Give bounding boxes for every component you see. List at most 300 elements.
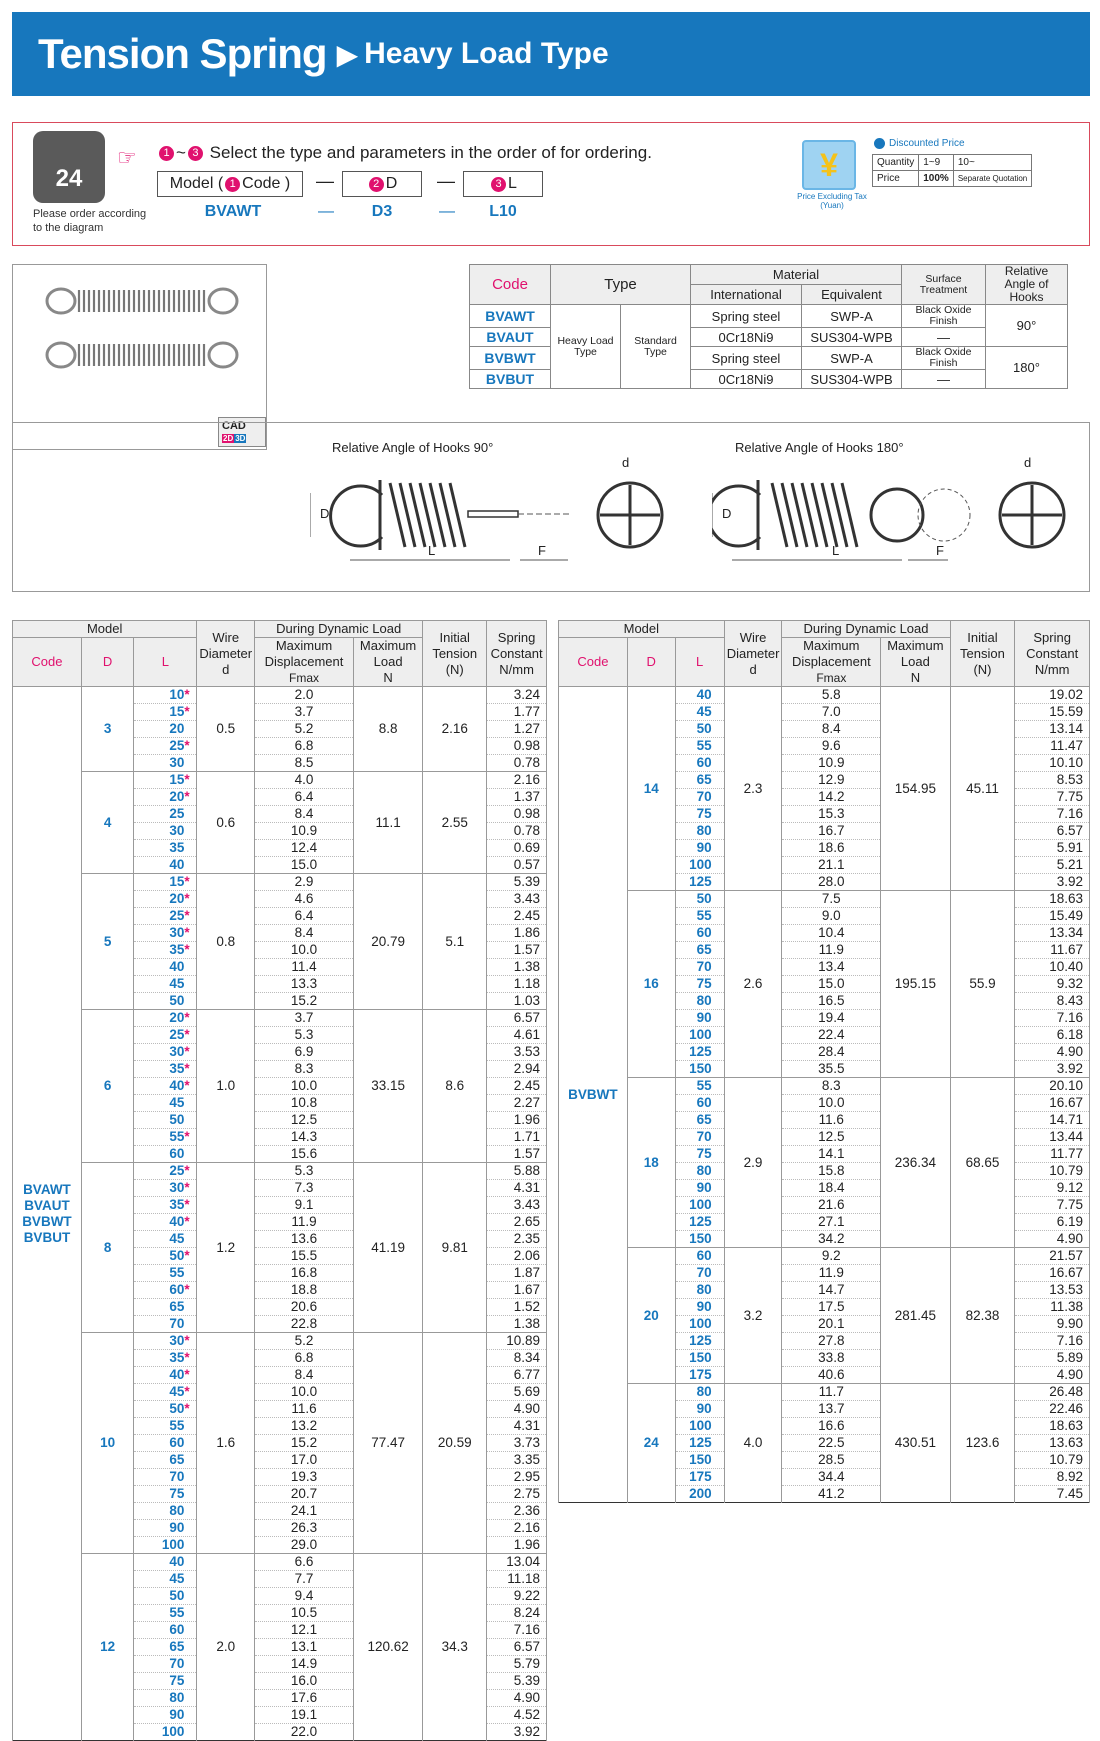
constant-cell: 10.89 bbox=[487, 1333, 547, 1350]
constant-cell: 11.38 bbox=[1015, 1299, 1090, 1316]
code-line: BVAWT bbox=[23, 1181, 71, 1197]
constant-cell: 6.18 bbox=[1015, 1027, 1090, 1044]
l-value: 15 bbox=[169, 704, 185, 719]
tension-cell: 2.55 bbox=[423, 772, 487, 874]
step-tilde: ~ bbox=[176, 143, 186, 162]
constant-cell: 4.90 bbox=[487, 1690, 547, 1707]
fmax-cell: 27.8 bbox=[782, 1333, 881, 1350]
constant-cell: 11.67 bbox=[1015, 942, 1090, 959]
l-value: 25 bbox=[169, 908, 185, 923]
constant-cell: 22.46 bbox=[1015, 1401, 1090, 1418]
l-cell bbox=[134, 1520, 197, 1537]
l-value: 10 bbox=[169, 687, 185, 702]
fmax-cell: 18.6 bbox=[782, 840, 881, 857]
col-tension-label: Initial Tension bbox=[960, 629, 1005, 661]
constant-cell: 1.77 bbox=[487, 704, 547, 721]
fmax-cell: 15.2 bbox=[255, 1435, 354, 1452]
constant-cell: 20.10 bbox=[1015, 1078, 1090, 1095]
box-label: Model ( bbox=[169, 175, 224, 192]
l-value: 150 bbox=[689, 1350, 712, 1365]
constant-cell: 5.89 bbox=[1015, 1350, 1090, 1367]
wire-cell: 0.5 bbox=[197, 687, 255, 772]
l-cell bbox=[675, 687, 724, 704]
fmax-cell: 13.3 bbox=[255, 976, 354, 993]
load-cell: 430.51 bbox=[881, 1384, 950, 1503]
wire-cell: 0.6 bbox=[197, 772, 255, 874]
fmax-cell: 18.4 bbox=[782, 1180, 881, 1197]
page-title: Tension Spring bbox=[38, 30, 327, 77]
l-cell bbox=[675, 1197, 724, 1214]
fmax-cell: 12.4 bbox=[255, 840, 354, 857]
fmax-cell: 5.2 bbox=[255, 1333, 354, 1350]
l-value: 20 bbox=[169, 891, 185, 906]
fmax-cell: 8.4 bbox=[255, 806, 354, 823]
l-cell bbox=[675, 1384, 724, 1401]
fmax-cell: 14.7 bbox=[782, 1282, 881, 1299]
l-value: 90 bbox=[169, 1707, 185, 1722]
l-cell bbox=[134, 1367, 197, 1384]
col-maxload bbox=[881, 638, 950, 687]
l-value: 55 bbox=[169, 1605, 185, 1620]
d-cell: 3 bbox=[81, 687, 133, 772]
l-value: 45 bbox=[169, 1571, 185, 1586]
fmax-cell: 13.6 bbox=[255, 1231, 354, 1248]
l-value: 35 bbox=[169, 1061, 185, 1076]
l-value: 60 bbox=[696, 1095, 712, 1110]
l-value: 90 bbox=[696, 1401, 712, 1416]
constant-cell: 10.10 bbox=[1015, 755, 1090, 772]
constant-cell: 4.52 bbox=[487, 1707, 547, 1724]
l-value: 45 bbox=[169, 1095, 185, 1110]
constant-cell: 5.69 bbox=[487, 1384, 547, 1401]
col-tension-label: Initial Tension bbox=[432, 629, 478, 661]
l-cell bbox=[134, 1673, 197, 1690]
l-cell bbox=[675, 1350, 724, 1367]
l-value: 40 bbox=[696, 687, 712, 702]
l-value: 60 bbox=[169, 1282, 185, 1297]
l-cell bbox=[134, 1537, 197, 1554]
dim-wire: d bbox=[1024, 455, 1032, 470]
constant-cell: 8.24 bbox=[487, 1605, 547, 1622]
star-mark: * bbox=[184, 1010, 190, 1025]
l-cell bbox=[134, 1299, 197, 1316]
l-cell bbox=[675, 908, 724, 925]
type-cell: Standard Type bbox=[621, 305, 691, 389]
tension-cell: 8.6 bbox=[423, 1010, 487, 1163]
l-cell bbox=[675, 1095, 724, 1112]
constant-cell: 11.77 bbox=[1015, 1146, 1090, 1163]
constant-cell: 2.94 bbox=[487, 1061, 547, 1078]
constant-cell: 1.86 bbox=[487, 925, 547, 942]
l-value: 65 bbox=[169, 1452, 185, 1467]
table-row bbox=[559, 891, 1090, 908]
l-cell bbox=[675, 942, 724, 959]
code-cell: BVAUT bbox=[470, 328, 551, 347]
l-value: 25 bbox=[169, 806, 185, 821]
l-value: 50 bbox=[169, 993, 185, 1008]
example-code: BVAWT bbox=[204, 203, 262, 220]
surface-cell: Black Oxide Finish bbox=[902, 347, 986, 370]
l-value: 150 bbox=[689, 1061, 712, 1076]
l-cell bbox=[675, 1486, 724, 1503]
quantity-2: 10~ bbox=[953, 155, 1031, 171]
l-value: 30 bbox=[169, 1180, 185, 1195]
fmax-cell: 19.3 bbox=[255, 1469, 354, 1486]
l-value: 45 bbox=[169, 976, 185, 991]
star-mark: * bbox=[184, 1214, 190, 1229]
l-value: 55 bbox=[696, 738, 712, 753]
page-subtitle: Heavy Load Type bbox=[364, 37, 609, 70]
wire-cell: 2.9 bbox=[724, 1078, 782, 1248]
wire-cell: 1.0 bbox=[197, 1010, 255, 1163]
l-cell bbox=[134, 1112, 197, 1129]
col-maxload-label: Maximum Load bbox=[359, 638, 417, 669]
wire-cell: 4.0 bbox=[724, 1384, 782, 1503]
l-value: 50 bbox=[169, 1588, 185, 1603]
fmax-cell: 7.3 bbox=[255, 1180, 354, 1197]
fmax-cell: 28.5 bbox=[782, 1452, 881, 1469]
constant-cell: 13.14 bbox=[1015, 721, 1090, 738]
col-constant bbox=[487, 621, 547, 687]
col-equivalent: Equivalent bbox=[802, 285, 902, 305]
constant-cell: 13.63 bbox=[1015, 1435, 1090, 1452]
wire-cell: 1.6 bbox=[197, 1333, 255, 1554]
star-mark: * bbox=[184, 1350, 190, 1365]
l-cell bbox=[675, 1231, 724, 1248]
tension-cell: 55.9 bbox=[950, 891, 1015, 1078]
l-cell bbox=[675, 1010, 724, 1027]
constant-cell: 4.31 bbox=[487, 1180, 547, 1197]
star-mark: * bbox=[184, 1163, 190, 1178]
fmax-cell: 7.0 bbox=[782, 704, 881, 721]
col-constant-unit: N/mm bbox=[499, 661, 534, 677]
order-instruction: Select the type and parameters in the order of for ordering. bbox=[209, 143, 652, 162]
price-box bbox=[796, 134, 1086, 210]
type-cell: Heavy Load Type bbox=[551, 305, 621, 389]
star-mark: * bbox=[184, 1061, 190, 1076]
fmax-cell: 14.9 bbox=[255, 1656, 354, 1673]
constant-cell: 16.67 bbox=[1015, 1095, 1090, 1112]
equiv-cell: SUS304-WPB bbox=[802, 328, 902, 347]
constant-cell: 3.43 bbox=[487, 1197, 547, 1214]
constant-cell: 11.47 bbox=[1015, 738, 1090, 755]
col-tension bbox=[950, 621, 1015, 687]
fmax-cell: 13.2 bbox=[255, 1418, 354, 1435]
l-value: 40 bbox=[169, 1367, 185, 1382]
code-line: BVAUT bbox=[24, 1197, 70, 1213]
l-value: 70 bbox=[696, 959, 712, 974]
code-cell: BVAWT bbox=[470, 305, 551, 328]
col-constant bbox=[1015, 621, 1090, 687]
l-cell bbox=[675, 840, 724, 857]
l-cell bbox=[134, 1180, 197, 1197]
code-line: BVBWT bbox=[22, 1213, 72, 1229]
l-value: 30 bbox=[169, 1044, 185, 1059]
cad-3d: 3D bbox=[235, 434, 246, 443]
cad-label: CAD bbox=[222, 420, 246, 432]
l-cell bbox=[675, 857, 724, 874]
constant-cell: 6.57 bbox=[487, 1639, 547, 1656]
col-model: Model bbox=[559, 621, 725, 638]
l-cell bbox=[134, 1503, 197, 1520]
constant-cell: 0.57 bbox=[487, 857, 547, 874]
l-cell bbox=[134, 1707, 197, 1724]
l-value: 75 bbox=[696, 806, 712, 821]
fmax-cell: 10.0 bbox=[255, 942, 354, 959]
l-value: 35 bbox=[169, 942, 185, 957]
cad-2d: 2D bbox=[223, 434, 234, 443]
constant-cell: 2.45 bbox=[487, 1078, 547, 1095]
example-l: L10 bbox=[489, 203, 517, 220]
fmax-cell: 11.9 bbox=[255, 1214, 354, 1231]
wire-cell: 2.0 bbox=[197, 1554, 255, 1741]
price-1: 100% bbox=[919, 171, 954, 187]
constant-cell: 3.73 bbox=[487, 1435, 547, 1452]
l-value: 60 bbox=[696, 1248, 712, 1263]
l-cell bbox=[675, 1248, 724, 1265]
price-table bbox=[872, 154, 1032, 187]
col-surface: Surface Treatment bbox=[902, 265, 986, 305]
l-cell bbox=[134, 1554, 197, 1571]
constant-cell: 10.79 bbox=[1015, 1452, 1090, 1469]
l-value: 55 bbox=[696, 908, 712, 923]
fmax-cell: 9.0 bbox=[782, 908, 881, 925]
constant-cell: 6.57 bbox=[1015, 823, 1090, 840]
l-value: 65 bbox=[696, 942, 712, 957]
d-cell: 10 bbox=[81, 1333, 133, 1554]
l-cell bbox=[134, 1435, 197, 1452]
fmax-cell: 3.7 bbox=[255, 1010, 354, 1027]
l-value: 100 bbox=[161, 1724, 185, 1739]
d-cell: 16 bbox=[627, 891, 675, 1078]
col-angle: Relative Angle of Hooks bbox=[986, 265, 1068, 305]
star-mark: * bbox=[184, 772, 190, 787]
col-maxload-unit: N bbox=[383, 670, 393, 685]
fmax-cell: 10.9 bbox=[782, 755, 881, 772]
l-cell bbox=[675, 1333, 724, 1350]
diagram-title-90: Relative Angle of Hooks 90° bbox=[332, 440, 494, 455]
example-d: D3 bbox=[371, 203, 393, 220]
star-mark: * bbox=[184, 1384, 190, 1399]
l-value: 40 bbox=[169, 1214, 185, 1229]
l-cell bbox=[134, 1095, 197, 1112]
l-value: 55 bbox=[169, 1418, 185, 1433]
table-row bbox=[13, 1333, 547, 1350]
l-cell bbox=[675, 1027, 724, 1044]
l-value: 35 bbox=[169, 1197, 185, 1212]
l-cell bbox=[675, 738, 724, 755]
fmax-cell: 33.8 bbox=[782, 1350, 881, 1367]
constant-cell: 4.90 bbox=[1015, 1231, 1090, 1248]
dim-l: L bbox=[832, 543, 840, 558]
fmax-cell: 11.9 bbox=[782, 942, 881, 959]
fmax-cell: 4.0 bbox=[255, 772, 354, 789]
fmax-cell: 10.0 bbox=[255, 1384, 354, 1401]
price-title bbox=[874, 138, 965, 149]
constant-cell: 1.27 bbox=[487, 721, 547, 738]
table-row bbox=[559, 1248, 1090, 1265]
l-cell bbox=[675, 704, 724, 721]
step-dot: 1 bbox=[225, 177, 240, 192]
col-code: Code bbox=[559, 638, 628, 687]
spring-image bbox=[13, 265, 268, 415]
fmax-cell: 6.8 bbox=[255, 738, 354, 755]
dot-icon bbox=[874, 138, 885, 149]
l-cell bbox=[134, 1197, 197, 1214]
l-cell bbox=[134, 1350, 197, 1367]
box-label: L bbox=[508, 175, 517, 192]
l-value: 60 bbox=[169, 1435, 185, 1450]
l-value: 100 bbox=[689, 1027, 712, 1042]
l-value: 20 bbox=[169, 1010, 185, 1025]
fmax-cell: 15.2 bbox=[255, 993, 354, 1010]
constant-cell: 5.79 bbox=[487, 1656, 547, 1673]
constant-cell: 4.90 bbox=[1015, 1367, 1090, 1384]
l-cell bbox=[134, 993, 197, 1010]
l-value: 35 bbox=[169, 1350, 185, 1365]
intl-cell: 0Cr18Ni9 bbox=[691, 370, 802, 389]
star-mark: * bbox=[184, 1401, 190, 1416]
spec-table-left bbox=[12, 620, 547, 1741]
l-cell bbox=[675, 1469, 724, 1486]
col-maxdisp-label: Maximum Displacement bbox=[791, 638, 871, 669]
l-value: 80 bbox=[169, 1690, 185, 1705]
tension-cell: 2.16 bbox=[423, 687, 487, 772]
fmax-cell: 17.6 bbox=[255, 1690, 354, 1707]
constant-cell: 7.16 bbox=[1015, 1010, 1090, 1027]
l-value: 40 bbox=[169, 857, 185, 872]
fmax-cell: 15.0 bbox=[255, 857, 354, 874]
l-cell bbox=[675, 993, 724, 1010]
fmax-cell: 21.6 bbox=[782, 1197, 881, 1214]
l-cell bbox=[134, 1384, 197, 1401]
constant-cell: 6.19 bbox=[1015, 1214, 1090, 1231]
constant-cell: 5.39 bbox=[487, 874, 547, 891]
fmax-cell: 35.5 bbox=[782, 1061, 881, 1078]
fmax-cell: 40.6 bbox=[782, 1367, 881, 1384]
fmax-cell: 8.5 bbox=[255, 755, 354, 772]
l-cell bbox=[134, 1486, 197, 1503]
col-maxload-unit: N bbox=[910, 670, 921, 685]
dim-d: D bbox=[320, 506, 330, 521]
constant-cell: 6.77 bbox=[487, 1367, 547, 1384]
table-row bbox=[13, 1163, 547, 1180]
l-cell bbox=[675, 959, 724, 976]
l-cell bbox=[134, 1061, 197, 1078]
l-cell bbox=[134, 1265, 197, 1282]
constant-cell: 7.45 bbox=[1015, 1486, 1090, 1503]
l-value: 90 bbox=[696, 1299, 712, 1314]
fmax-cell: 10.4 bbox=[782, 925, 881, 942]
constant-cell: 1.38 bbox=[487, 1316, 547, 1333]
constant-cell: 1.37 bbox=[487, 789, 547, 806]
constant-cell: 15.59 bbox=[1015, 704, 1090, 721]
col-constant-label: Spring Constant bbox=[490, 629, 543, 661]
star-mark: * bbox=[184, 908, 190, 923]
tension-cell: 20.59 bbox=[423, 1333, 487, 1554]
col-maxload bbox=[353, 638, 422, 687]
constant-cell: 2.35 bbox=[487, 1231, 547, 1248]
fmax-cell: 13.7 bbox=[782, 1401, 881, 1418]
l-cell bbox=[675, 772, 724, 789]
fmax-cell: 12.9 bbox=[782, 772, 881, 789]
l-value: 60 bbox=[169, 1146, 185, 1161]
fmax-cell: 6.6 bbox=[255, 1554, 354, 1571]
constant-cell: 8.92 bbox=[1015, 1469, 1090, 1486]
fmax-cell: 16.6 bbox=[782, 1418, 881, 1435]
star-mark: * bbox=[184, 1333, 190, 1348]
col-tension bbox=[423, 621, 487, 687]
l-value: 125 bbox=[689, 1333, 712, 1348]
l-value: 100 bbox=[689, 1316, 712, 1331]
constant-cell: 13.34 bbox=[1015, 925, 1090, 942]
l-value: 25 bbox=[169, 738, 185, 753]
table-row bbox=[13, 687, 547, 704]
constant-cell: 2.36 bbox=[487, 1503, 547, 1520]
l-value: 65 bbox=[696, 1112, 712, 1127]
constant-cell: 2.06 bbox=[487, 1248, 547, 1265]
constant-cell: 4.61 bbox=[487, 1027, 547, 1044]
load-cell: 41.19 bbox=[353, 1163, 422, 1333]
pointing-hand-icon: ☞ bbox=[117, 145, 137, 170]
load-cell: 236.34 bbox=[881, 1078, 950, 1248]
constant-cell: 2.16 bbox=[487, 1520, 547, 1537]
col-maxload-label: Maximum Load bbox=[887, 638, 944, 669]
code-line: BVBUT bbox=[23, 1229, 71, 1245]
l-cell bbox=[675, 1129, 724, 1146]
l-cell bbox=[675, 891, 724, 908]
constant-cell: 10.40 bbox=[1015, 959, 1090, 976]
l-value: 30 bbox=[169, 823, 185, 838]
l-cell bbox=[675, 874, 724, 891]
star-mark: * bbox=[184, 891, 190, 906]
constant-cell: 9.90 bbox=[1015, 1316, 1090, 1333]
l-value: 45 bbox=[169, 1231, 185, 1246]
dim-d: D bbox=[722, 506, 732, 521]
l-value: 15 bbox=[169, 874, 185, 889]
l-cell bbox=[675, 976, 724, 993]
l-cell bbox=[675, 823, 724, 840]
fmax-cell: 15.8 bbox=[782, 1163, 881, 1180]
constant-cell: 2.27 bbox=[487, 1095, 547, 1112]
d-cell: 8 bbox=[81, 1163, 133, 1333]
step-dot: 2 bbox=[369, 177, 384, 192]
d-cell: 14 bbox=[627, 687, 675, 891]
col-l: L bbox=[675, 638, 724, 687]
star-mark: * bbox=[184, 1180, 190, 1195]
d-cell: 4 bbox=[81, 772, 133, 874]
constant-cell: 1.96 bbox=[487, 1112, 547, 1129]
l-cell bbox=[675, 1078, 724, 1095]
constant-cell: 13.44 bbox=[1015, 1129, 1090, 1146]
l-cell bbox=[134, 1248, 197, 1265]
fmax-cell: 22.8 bbox=[255, 1316, 354, 1333]
star-mark: * bbox=[184, 1129, 190, 1144]
l-cell bbox=[675, 1214, 724, 1231]
table-row bbox=[13, 1010, 547, 1027]
fmax-cell: 16.0 bbox=[255, 1673, 354, 1690]
constant-cell: 13.04 bbox=[487, 1554, 547, 1571]
fmax-cell: 15.0 bbox=[782, 976, 881, 993]
price-caption: Price Excluding Tax (Yuan) bbox=[797, 192, 867, 210]
l-cell bbox=[134, 1588, 197, 1605]
l-value: 150 bbox=[689, 1231, 712, 1246]
col-dynamic: During Dynamic Load bbox=[255, 621, 423, 638]
fmax-cell: 4.6 bbox=[255, 891, 354, 908]
l-cell bbox=[134, 874, 197, 891]
constant-cell: 3.92 bbox=[487, 1724, 547, 1741]
constant-cell: 2.65 bbox=[487, 1214, 547, 1231]
